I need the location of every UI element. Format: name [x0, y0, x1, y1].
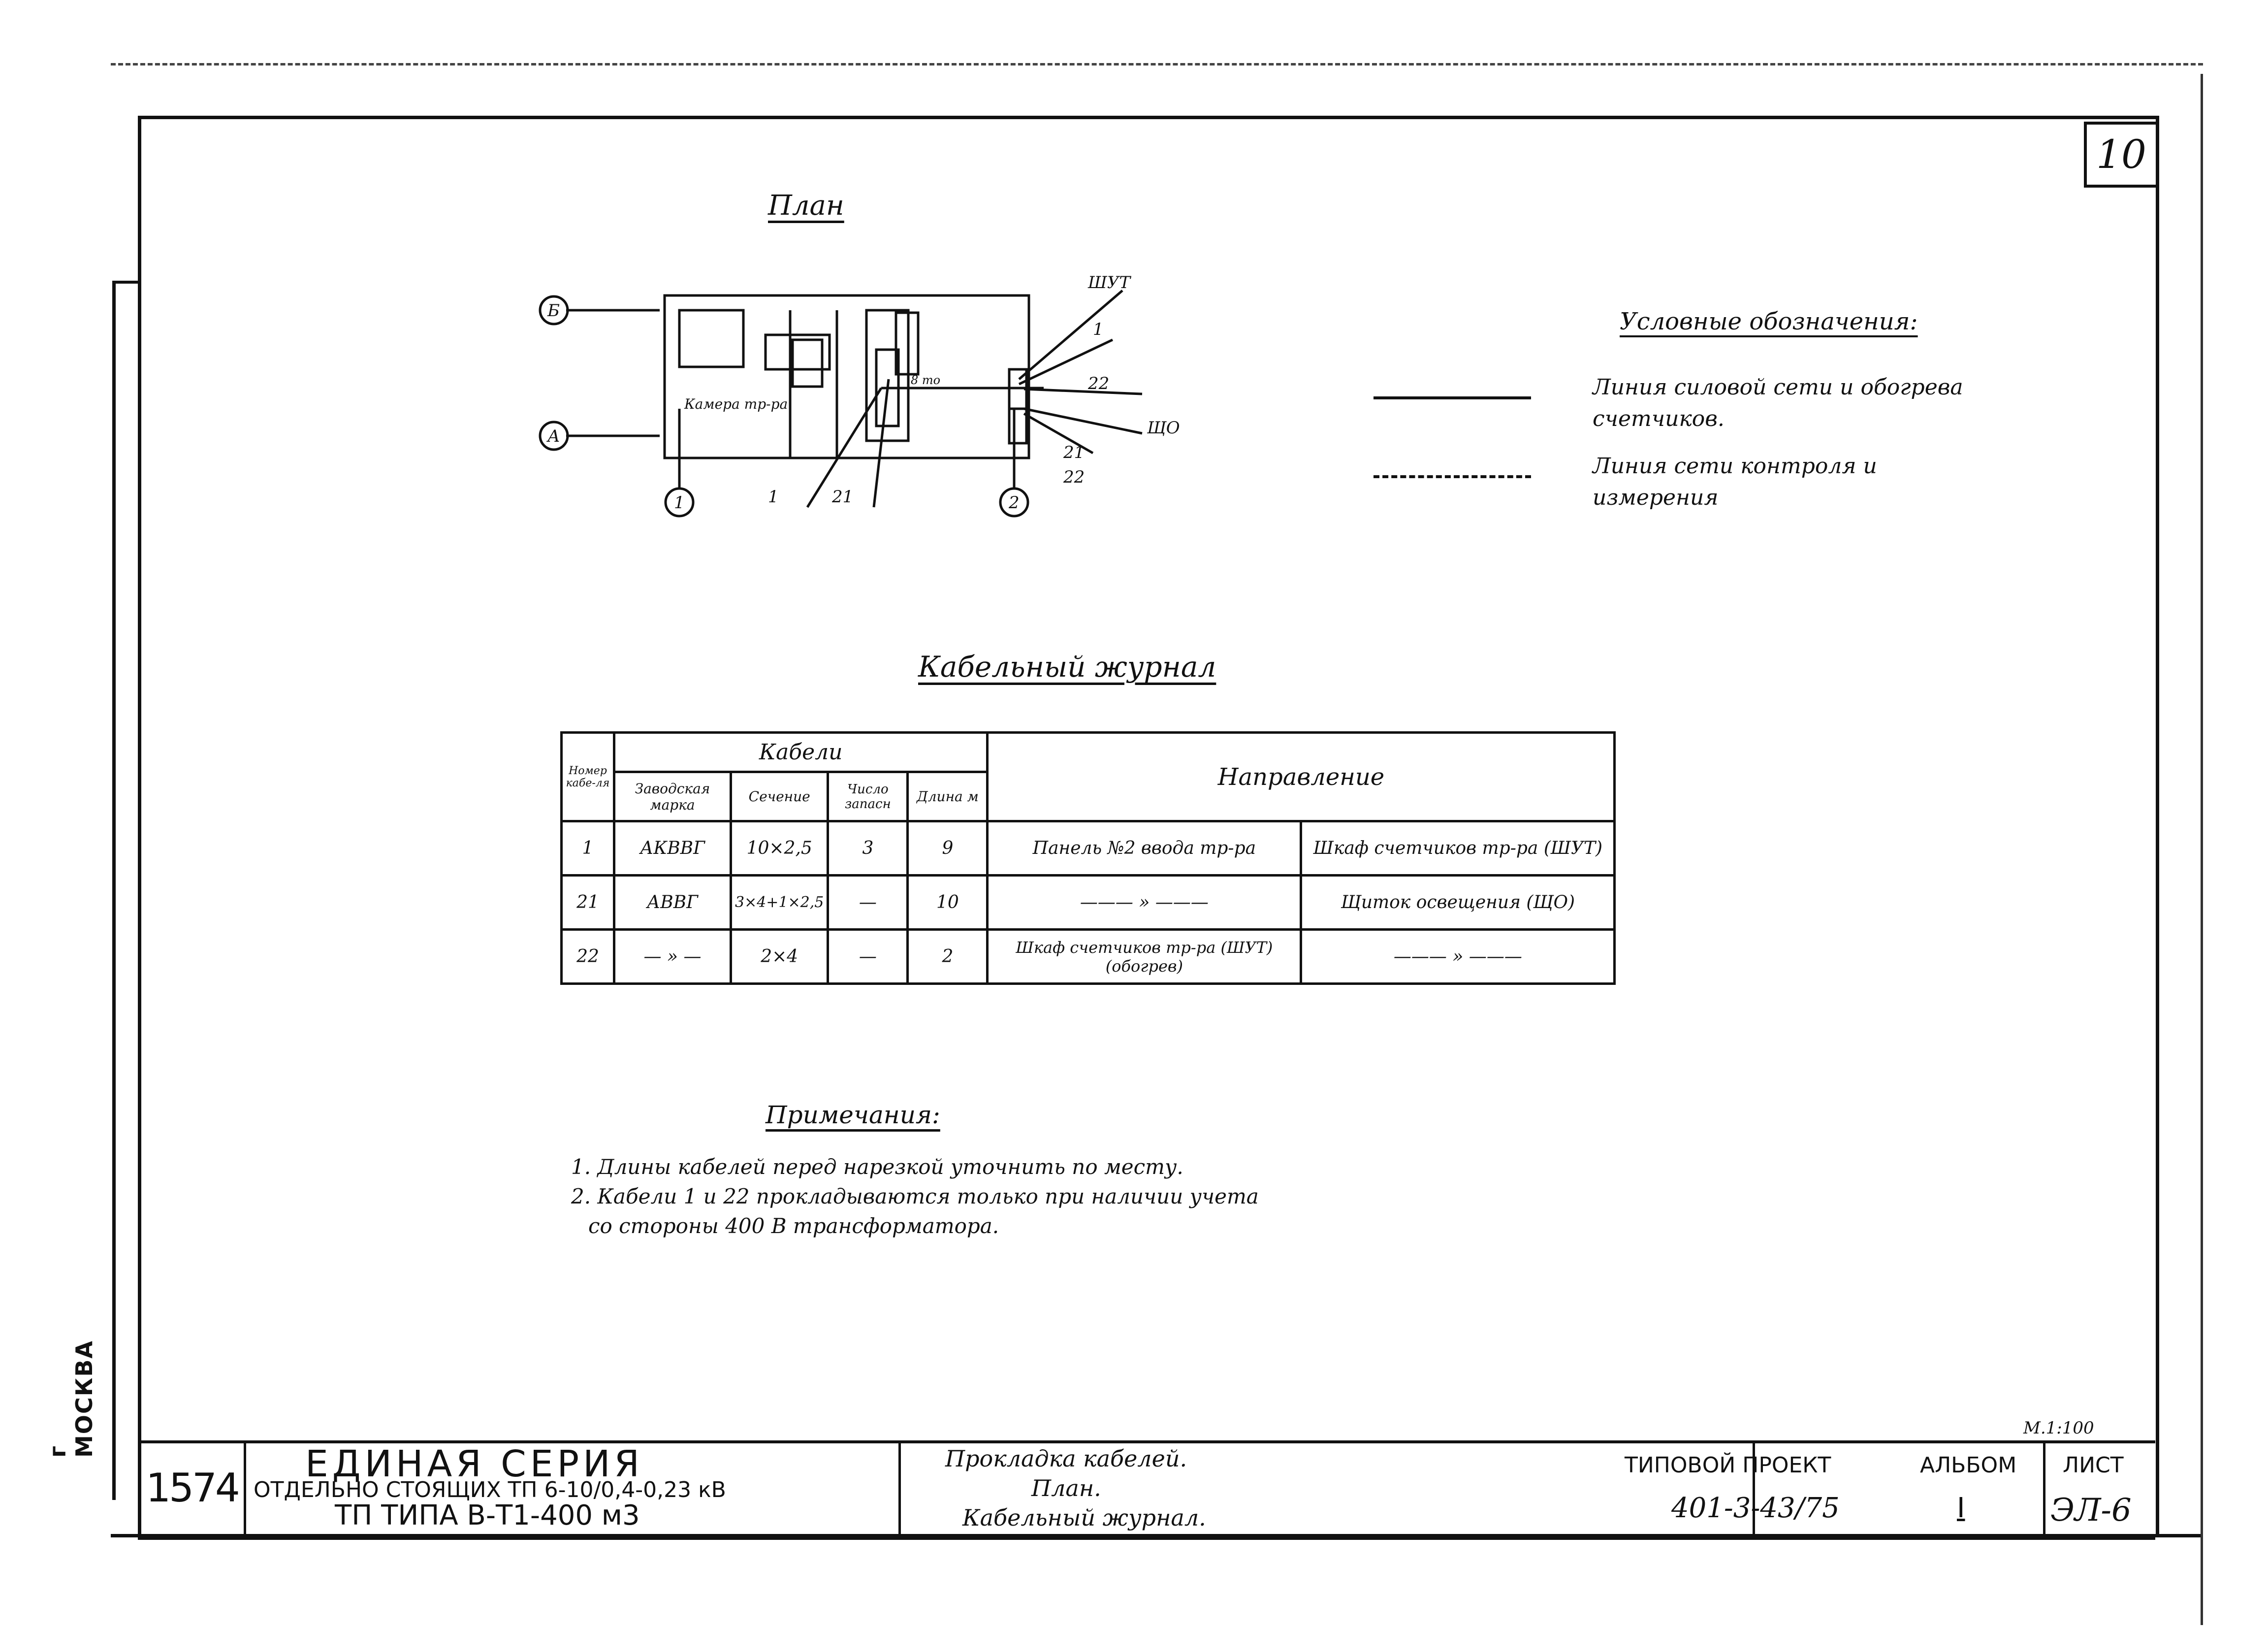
- page-number: 10: [2084, 122, 2159, 188]
- tb-series: ЕДИНАЯ СЕРИЯ: [305, 1443, 643, 1485]
- tb-sheet-value: ЭЛ-6: [2050, 1492, 2132, 1529]
- tb-project-value: 401-3-43/75: [1671, 1492, 1840, 1524]
- notes-title: Примечания:: [766, 1101, 940, 1129]
- table-row: 22 — » — 2×4 — 2 Шкаф счетчиков тр-ра (ШУТ) (обогрев) ——— » ———: [562, 930, 1615, 984]
- legend-item-2: Линия сети контроля и измерения: [1593, 454, 1877, 510]
- side-label: г МОСКВА: [44, 1340, 97, 1458]
- vmo-label: 8 то: [911, 373, 941, 387]
- top-dashed-rule: [111, 63, 2203, 65]
- tb-album-value: I: [1957, 1492, 1965, 1524]
- line-label-22: 22: [1088, 374, 1110, 393]
- note-2: 2. Кабели 1 и 22 прокладываются только при наличии учета: [571, 1184, 1259, 1208]
- legend-solid-line: [1374, 396, 1531, 399]
- tb-album-label: АЛЬБОМ: [1920, 1453, 2017, 1478]
- axis-1: 1: [674, 493, 685, 513]
- axis-2: 2: [1009, 493, 1020, 513]
- right-edge-rule: [2201, 74, 2203, 1625]
- hdr-length: Длина м: [908, 772, 988, 821]
- plan-drawing: [522, 261, 1201, 556]
- tb-project-label: ТИПОВОЙ ПРОЕКТ: [1625, 1453, 1831, 1478]
- line-label-scho: ЩО: [1147, 418, 1180, 438]
- tb-series-sub: ОТДЕЛЬНО СТОЯЩИХ ТП 6-10/0,4-0,23 кВ: [254, 1477, 726, 1502]
- cable-journal-table: [560, 731, 1616, 985]
- line-label-21c: 21: [832, 487, 854, 507]
- line-label-1: 1: [1093, 320, 1104, 339]
- legend-title: Условные обозначения:: [1620, 308, 1918, 335]
- note-1: 1. Длины кабелей перед нарезкой уточнить по месту.: [571, 1155, 1183, 1179]
- axis-a: А: [547, 426, 560, 446]
- plan-title: План: [768, 190, 844, 222]
- scale-label: М.1:100: [2023, 1418, 2094, 1438]
- line-label-21b: 21: [1063, 443, 1085, 462]
- shut-label: ШУТ: [1088, 273, 1131, 293]
- tb-drawing-name-3: Кабельный журнал.: [962, 1504, 1206, 1531]
- table-row: 1 АКВВГ 10×2,5 3 9 Панель №2 ввода тр-ра Шкаф счетчиков тр-ра (ШУТ): [562, 821, 1615, 876]
- hdr-brand: Заводская марка: [614, 772, 731, 821]
- axis-b: Б: [547, 301, 560, 321]
- table-row: 21 АВВГ 3×4+1×2,5 — 10 ——— » ——— Щиток освещения (ЩО): [562, 876, 1615, 930]
- legend-item-1: Линия силовой сети и обогрева счетчиков.: [1593, 375, 1963, 431]
- hdr-cables: Кабели: [614, 733, 988, 772]
- tb-type-line: ТП ТИПА В-Т1-400 м3: [335, 1499, 640, 1531]
- note-3: со стороны 400 В трансформатора.: [588, 1214, 999, 1238]
- hdr-cores: Число запасн: [828, 772, 908, 821]
- tb-drawing-name-1: Прокладка кабелей.: [945, 1445, 1187, 1472]
- journal-title: Кабельный журнал: [918, 650, 1216, 684]
- hdr-direction: Направление: [988, 733, 1615, 821]
- line-label-22b: 22: [1063, 467, 1085, 487]
- legend-dash-line: [1374, 475, 1531, 478]
- line-label-1b: 1: [768, 487, 779, 507]
- room-label: Камера тр-ра: [684, 396, 788, 412]
- hdr-section: Сечение: [731, 772, 828, 821]
- tb-sheet-label: ЛИСТ: [2063, 1453, 2124, 1478]
- left-side-strip: [112, 281, 141, 1500]
- tb-drawing-name-2: План.: [1031, 1475, 1101, 1501]
- hdr-number: Номер кабе-ля: [562, 733, 614, 821]
- tb-code: 1574: [146, 1465, 238, 1511]
